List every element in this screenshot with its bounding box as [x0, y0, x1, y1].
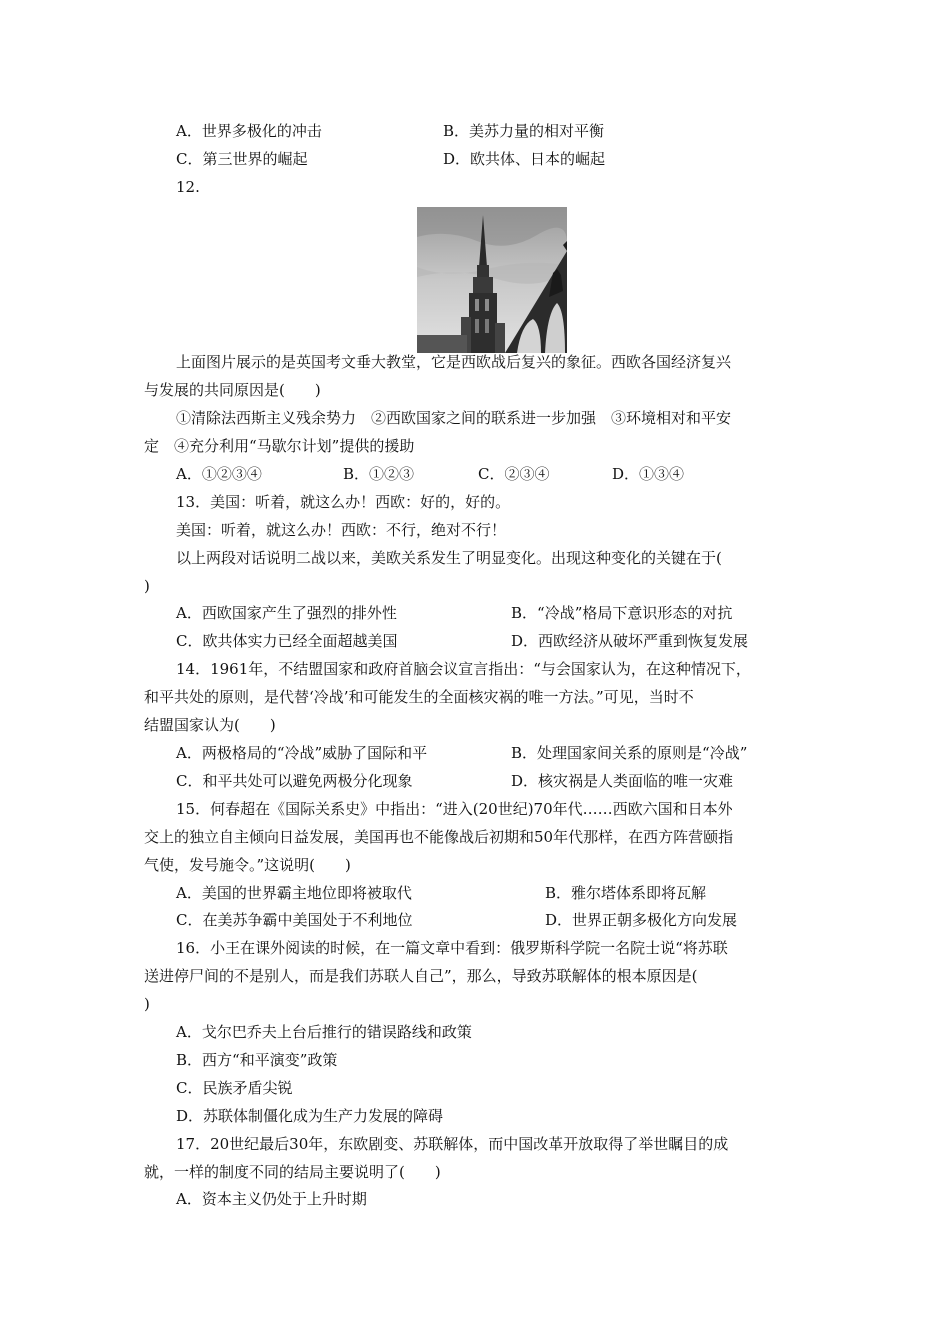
q12-option-d: D．①③④ — [612, 465, 685, 483]
q11-option-a: A．世界多极化的冲击 — [176, 122, 322, 140]
q14-stem-line1: 14．1961年，不结盟国家和政府首脑会议宣言指出：“与会国家认为，在这种情况下， — [176, 660, 751, 678]
q15-stem-line3: 气使，发号施令。”这说明( ) — [144, 856, 351, 874]
q16-option-a: A．戈尔巴乔夫上台后推行的错误路线和政策 — [176, 1023, 472, 1041]
q16-stem-line1: 16．小王在课外阅读的时候，在一篇文章中看到：俄罗斯科学院一名院士说“将苏联 — [176, 939, 728, 957]
q13-option-c: C．欧共体实力已经全面超越美国 — [176, 632, 398, 650]
q16-option-b: B．西方“和平演变”政策 — [176, 1051, 338, 1069]
q15-option-b: B．雅尔塔体系即将瓦解 — [545, 884, 707, 902]
q13-option-d: D．西欧经济从破坏严重到恢复发展 — [511, 632, 749, 650]
q13-dialogue-2: 美国：听着，就这么办！西欧：不行，绝对不行！ — [176, 521, 507, 539]
q11-option-c: C．第三世界的崛起 — [176, 150, 308, 168]
q15-option-d: D．世界正朝多极化方向发展 — [545, 911, 738, 929]
q12-stem-line1: 上面图片展示的是英国考文垂大教堂，它是西欧战后复兴的象征。西欧各国经济复兴 — [176, 353, 732, 371]
q17-option-a: A．资本主义仍处于上升时期 — [176, 1190, 367, 1208]
q16-option-d: D．苏联体制僵化成为生产力发展的障碍 — [176, 1107, 444, 1125]
q11-option-b: B．美苏力量的相对平衡 — [443, 122, 605, 140]
q15-stem-line2: 交上的独立自主倾向日益发展，美国再也不能像战后初期和50年代那样，在西方阵营颐指 — [144, 828, 734, 846]
q12-option-a: A．①②③④ — [176, 465, 262, 483]
q13-stem-line2: ) — [144, 577, 150, 595]
q13-option-b: B．“冷战”格局下意识形态的对抗 — [511, 604, 733, 622]
q13-stem-line1: 以上两段对话说明二战以来，美欧关系发生了明显变化。出现这种变化的关键在于( — [176, 549, 722, 567]
q12-option-b: B．①②③ — [343, 465, 415, 483]
q13-option-a: A．西欧国家产生了强烈的排外性 — [176, 604, 397, 622]
q14-option-a: A．两极格局的“冷战”威胁了国际和平 — [176, 744, 428, 762]
cathedral-photo — [417, 207, 567, 353]
q17-stem-line2: 就，一样的制度不同的结局主要说明了( ) — [144, 1163, 441, 1181]
q14-option-d: D．核灾祸是人类面临的唯一灾难 — [511, 772, 734, 790]
q12-option-c: C．②③④ — [478, 465, 550, 483]
q12-number: 12. — [176, 178, 200, 196]
q15-stem-line1: 15．何春超在《国际关系史》中指出：“进入(20世纪)70年代……西欧六国和日本外 — [176, 800, 733, 818]
q12-stem-line2: 与发展的共同原因是( ) — [144, 381, 321, 399]
q15-option-c: C．在美苏争霸中美国处于不利地位 — [176, 911, 413, 929]
q14-option-c: C．和平共处可以避免两极分化现象 — [176, 772, 413, 790]
q14-stem-line3: 结盟国家认为( ) — [144, 716, 276, 734]
q12-items-line2: 定 ④充分利用“马歇尔计划”提供的援助 — [144, 437, 415, 455]
q12-items-line1: ①清除法西斯主义残余势力 ②西欧国家之间的联系进一步加强 ③环境相对和平安 — [176, 409, 732, 427]
q14-stem-line2: 和平共处的原则，是代替‘冷战’和可能发生的全面核灾祸的唯一方法。”可见，当时不 — [144, 688, 694, 706]
q14-option-b: B．处理国家间关系的原则是“冷战” — [511, 744, 748, 762]
q16-option-c: C．民族矛盾尖锐 — [176, 1079, 293, 1097]
q11-option-d: D．欧共体、日本的崛起 — [443, 150, 606, 168]
q16-stem-line2: 送进停尸间的不是别人，而是我们苏联人自己”，那么，导致苏联解体的根本原因是( — [144, 967, 698, 985]
q17-stem-line1: 17．20世纪最后30年，东欧剧变、苏联解体，而中国改革开放取得了举世瞩目的成 — [176, 1135, 729, 1153]
q13-dialogue-1: 13．美国：听着，就这么办！西欧：好的，好的。 — [176, 493, 511, 511]
q15-option-a: A．美国的世界霸主地位即将被取代 — [176, 884, 412, 902]
coventry-cathedral-image — [417, 207, 567, 353]
q16-stem-line3: ) — [144, 995, 150, 1013]
